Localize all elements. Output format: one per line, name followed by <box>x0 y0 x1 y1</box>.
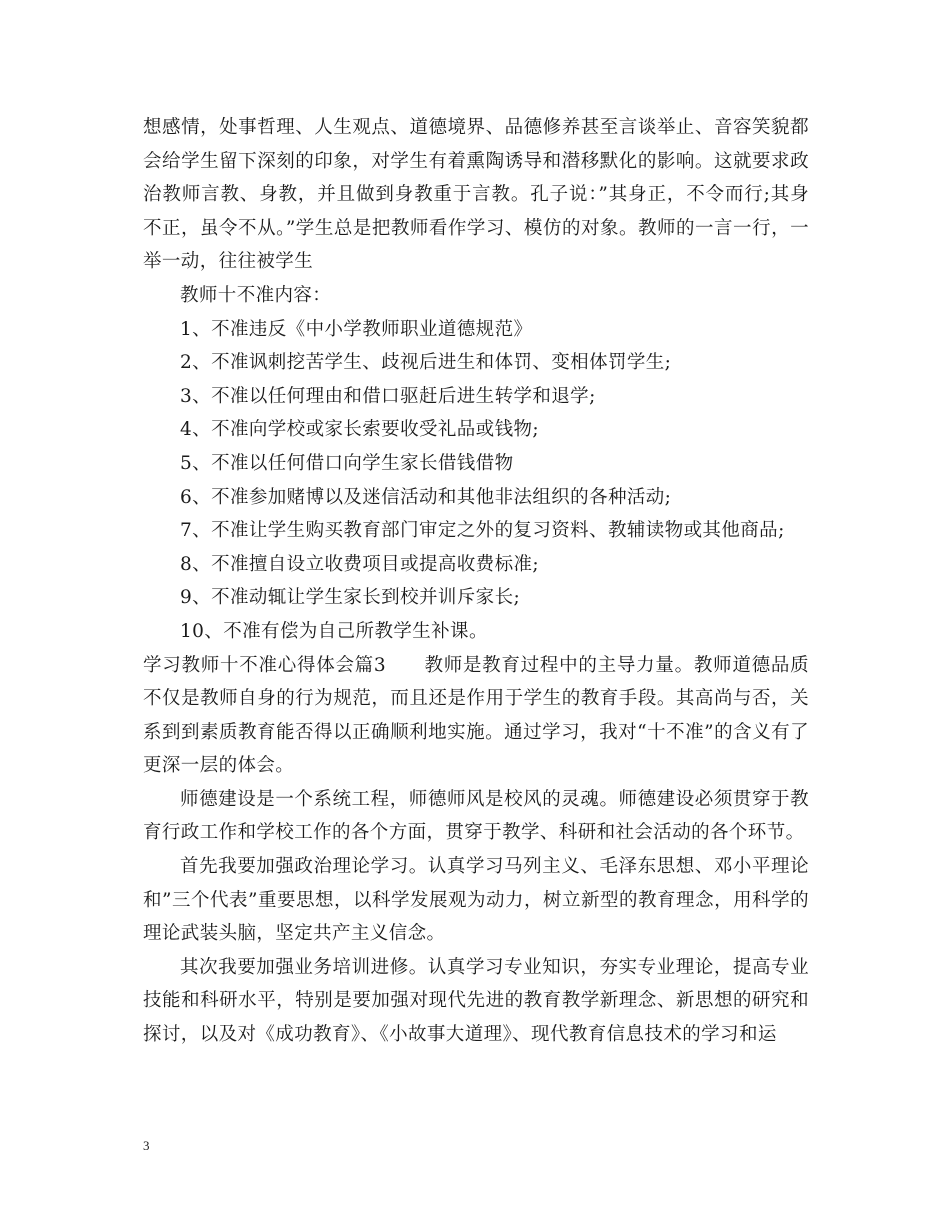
list-item: 1、不准违反《中小学教师职业道德规范》 <box>180 318 533 340</box>
list-item: 7、不准让学生购买教育部门审定之外的复习资料、教辅读物或其他商品; <box>180 520 785 542</box>
section-title: 学习教师十不准心得体会篇3 <box>143 654 387 676</box>
paragraph: 师德建设是一个系统工程，师德师风是校风的灵魂。师德建设必须贯穿于教育行政工作和学校工作的各个方面，贯穿于教学、科研和社会活动的各个环节。 <box>143 788 809 844</box>
list-item: 3、不准以任何理由和借口驱赶后进生转学和退学; <box>180 385 596 407</box>
paragraph: 首先我要加强政治理论学习。认真学习马列主义、毛泽东思想、邓小平理论和”三个代表”重要思想，以科学发展观为动力，树立新型的教育理念，用科学的理论武装头脑，坚定共产主义信念。 <box>143 856 809 945</box>
document-body <box>143 111 809 1052</box>
section-text: 教师是教育过程中的主导力量。教师道德品质不仅是教师自身的行为规范，而且还是作用于学生的教育手段。其高尚与否，关系到到素质教育能否得以正确顺利地实施。通过学习，我对“十不准”的含义有了更深一层的体会。 <box>143 654 809 777</box>
list-item: 9、不准动辄让学生家长到校并训斥家长; <box>180 587 521 609</box>
list-item: 6、不准参加赌博以及迷信活动和其他非法组织的各种活动; <box>180 486 672 508</box>
section-paragraph <box>143 649 809 783</box>
list-item: 5、不准以任何借口向学生家长借钱借物 <box>180 452 514 474</box>
list-item: 2、不准讽刺挖苦学生、歧视后进生和体罚、变相体罚学生; <box>180 352 672 374</box>
list-item: 8、不准擅自设立收费项目或提高收费标准; <box>180 553 540 575</box>
list-item: 4、不准向学校或家长索要收受礼品或钱物; <box>180 419 540 441</box>
list-heading: 教师十不准内容： <box>180 284 332 306</box>
paragraph-continuation: 想感情，处事哲理、人生观点、道德境界、品德修养甚至言谈举止、音容笑貌都会给学生留下深刻的印象，对学生有着熏陶诱导和潜移默化的影响。这就要求政治教师言教、身教，并且做到身教重于言教。孔子说：”其身正，不令而行;其身不正，虽令不从。”学生总是把教师看作学习、模仿的对象。教师的一言一行，一举一动，往往被学生 <box>143 117 809 273</box>
list-item: 10、不准有偿为自己所教学生补课。 <box>180 620 488 642</box>
paragraph: 其次我要加强业务培训进修。认真学习专业知识，夯实专业理论，提高专业技能和科研水平，特别是要加强对现代先进的教育教学新理念、新思想的研究和探讨，以及对《成功教育》、《小故事大道理》、现代教育信息技术的学习和运 <box>143 956 809 1046</box>
page-number: 3 <box>143 1138 150 1153</box>
